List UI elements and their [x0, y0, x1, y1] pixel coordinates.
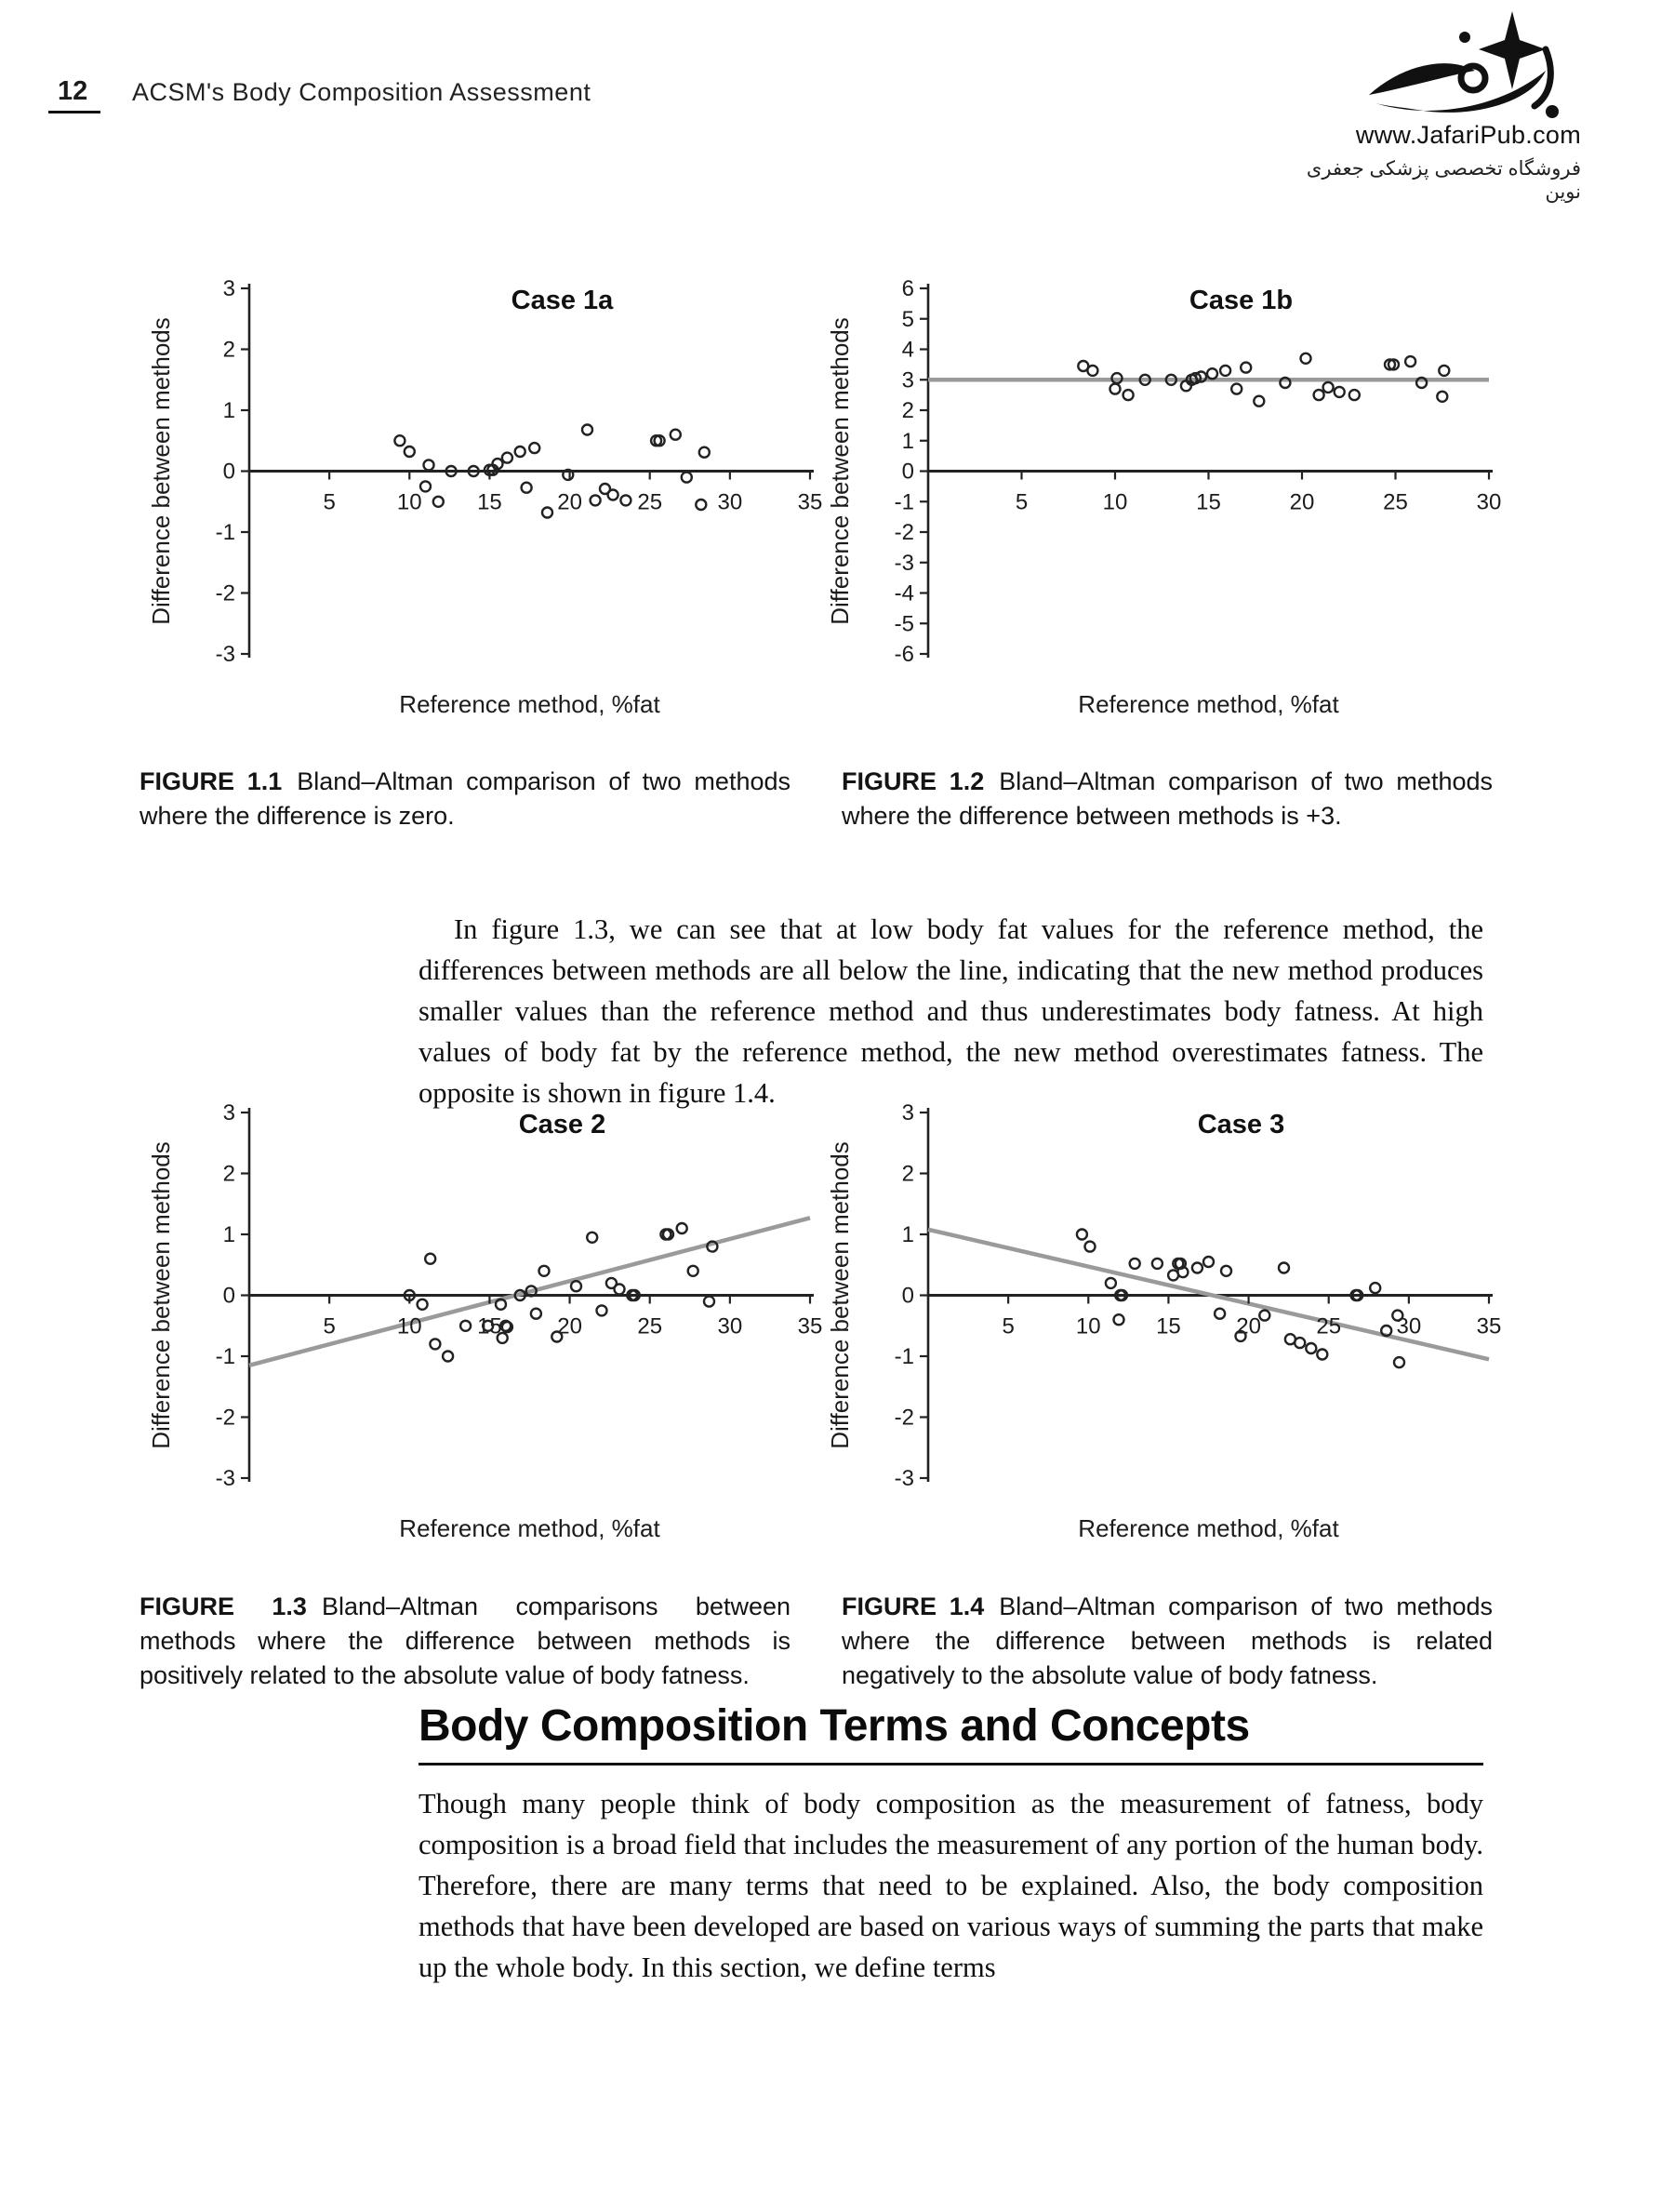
svg-text:30: 30	[717, 489, 743, 515]
svg-text:15: 15	[1156, 1313, 1181, 1339]
svg-text:6: 6	[901, 276, 914, 301]
svg-text:25: 25	[637, 1313, 663, 1339]
svg-text:-2: -2	[894, 1405, 914, 1431]
figure-1-4-label: FIGURE 1.4	[842, 1592, 985, 1620]
svg-text:2: 2	[222, 337, 235, 363]
figure-1-1-text: Bland–Altman comparison of two methods where the difference is zero.	[140, 767, 790, 830]
paragraph-middle: In figure 1.3, we can see that at low body fat values for the reference method, the differences between methods are all below the line, indicating that the new method produces smaller values than the reference method and thus underestimates body fatness. At high values of body fat by the reference method, the new method overestimates fatness. The opposite is shown in figure 1.4.	[418, 913, 1483, 1109]
publisher-name-fa: فروشگاه تخصصی پزشکی جعفری نوین	[1306, 158, 1581, 203]
figure-1-2-caption	[842, 765, 1493, 833]
svg-text:10: 10	[396, 489, 422, 515]
svg-text:5: 5	[1015, 489, 1029, 515]
svg-text:30: 30	[1396, 1313, 1422, 1339]
svg-text:25: 25	[1383, 489, 1408, 515]
svg-text:10: 10	[396, 1313, 422, 1339]
svg-text:2: 2	[901, 398, 914, 423]
svg-text:5: 5	[323, 1313, 336, 1339]
svg-text:20: 20	[1289, 489, 1315, 515]
svg-text:0: 0	[901, 1283, 914, 1309]
svg-text:Reference method, %fat: Reference method, %fat	[399, 690, 660, 718]
figure-1-2-label: FIGURE 1.2	[842, 767, 985, 795]
svg-text:35: 35	[1476, 1313, 1502, 1339]
svg-text:1: 1	[901, 428, 914, 454]
svg-text:-1: -1	[894, 489, 914, 515]
svg-text:3: 3	[222, 1100, 235, 1126]
svg-text:-1: -1	[215, 520, 235, 545]
svg-text:20: 20	[1236, 1313, 1261, 1339]
svg-text:Difference between methods: Difference between methods	[147, 317, 175, 625]
svg-text:2: 2	[901, 1161, 914, 1187]
figure-1-2-text: Bland–Altman comparison of two methods where the difference between methods is +3.	[842, 767, 1493, 830]
svg-text:10: 10	[1102, 489, 1128, 515]
svg-text:-6: -6	[894, 642, 914, 667]
svg-text:5: 5	[323, 489, 336, 515]
svg-text:-3: -3	[215, 642, 235, 667]
svg-text:10: 10	[1075, 1313, 1101, 1339]
publisher-brand	[1302, 9, 1581, 204]
section-heading: Body Composition Terms and Concepts	[418, 1700, 1483, 1766]
svg-text:-2: -2	[894, 520, 914, 545]
figure-1-1-chart	[138, 268, 826, 726]
svg-text:1: 1	[222, 1222, 235, 1247]
svg-text:25: 25	[1316, 1313, 1342, 1339]
figure-1-4-text: Bland–Altman comparison of two methods where the difference between methods is related negatively to the absolute value of body fatness.	[842, 1592, 1493, 1689]
page-number: 12	[48, 76, 100, 113]
figure-1-3-label: FIGURE 1.3	[140, 1592, 307, 1620]
svg-text:-3: -3	[894, 1466, 914, 1491]
svg-text:-3: -3	[215, 1466, 235, 1491]
svg-text:4: 4	[901, 337, 914, 363]
paragraph-intro: Though many people think of body composition as the measurement of fatness, body composition is a broad field that includes the measurement of any portion of the human body. Therefore, there are many terms that need to be explained. Also, the body composition methods that have been developed are based on various ways of summing the parts that make up the whole body. In this section, we define terms	[418, 1787, 1483, 1983]
svg-text:-1: -1	[894, 1344, 914, 1369]
svg-text:3: 3	[901, 1100, 914, 1126]
svg-text:Case 3: Case 3	[1197, 1110, 1285, 1139]
svg-text:2: 2	[222, 1161, 235, 1187]
svg-text:Difference between methods: Difference between methods	[147, 1141, 175, 1449]
publisher-website: www.JafariPub.com	[1355, 121, 1581, 149]
svg-text:30: 30	[717, 1313, 743, 1339]
svg-text:30: 30	[1476, 489, 1502, 515]
svg-text:-2: -2	[215, 580, 235, 606]
svg-text:35: 35	[797, 489, 823, 515]
svg-text:25: 25	[637, 489, 663, 515]
book-title: ACSM's Body Composition Assessment	[132, 78, 591, 106]
svg-text:5: 5	[1002, 1313, 1015, 1339]
figure-1-1-label: FIGURE 1.1	[140, 767, 283, 795]
svg-text:Difference between methods: Difference between methods	[826, 1141, 854, 1449]
svg-text:1: 1	[901, 1222, 914, 1247]
svg-text:Reference method, %fat: Reference method, %fat	[1078, 1514, 1339, 1542]
svg-text:Difference between methods: Difference between methods	[826, 317, 854, 625]
svg-text:20: 20	[557, 489, 582, 515]
svg-text:-1: -1	[215, 1344, 235, 1369]
figure-1-1-caption	[140, 765, 790, 833]
figure-1-3-chart	[138, 1092, 826, 1550]
svg-text:1: 1	[222, 398, 235, 423]
svg-text:-4: -4	[894, 580, 914, 606]
svg-text:0: 0	[901, 459, 914, 485]
svg-text:3: 3	[222, 276, 235, 301]
svg-text:Reference method, %fat: Reference method, %fat	[399, 1514, 660, 1542]
svg-text:-2: -2	[215, 1405, 235, 1431]
svg-text:15: 15	[477, 489, 502, 515]
svg-text:35: 35	[797, 1313, 823, 1339]
svg-text:0: 0	[222, 1283, 235, 1309]
figure-1-3-caption	[140, 1590, 790, 1693]
svg-text:Case 1a: Case 1a	[511, 286, 614, 315]
svg-text:15: 15	[1196, 489, 1221, 515]
svg-text:15: 15	[477, 1313, 502, 1339]
figure-1-4-caption	[842, 1590, 1493, 1693]
svg-text:3: 3	[901, 367, 914, 393]
svg-text:0: 0	[222, 459, 235, 485]
figure-1-4-chart	[817, 1092, 1505, 1550]
svg-text:20: 20	[557, 1313, 582, 1339]
svg-text:-5: -5	[894, 611, 914, 637]
figure-1-3-text: Bland–Altman comparisons between methods where the difference between methods is positively related to the absolute value of body fatness.	[140, 1592, 791, 1689]
svg-text:-3: -3	[894, 550, 914, 576]
svg-text:Case 1b: Case 1b	[1189, 286, 1294, 315]
svg-text:Case 2: Case 2	[518, 1110, 606, 1139]
svg-text:Reference method, %fat: Reference method, %fat	[1078, 690, 1339, 718]
svg-text:5: 5	[901, 306, 914, 332]
figure-1-2-chart	[817, 268, 1505, 726]
jafaripub-logo-icon	[1363, 9, 1564, 119]
